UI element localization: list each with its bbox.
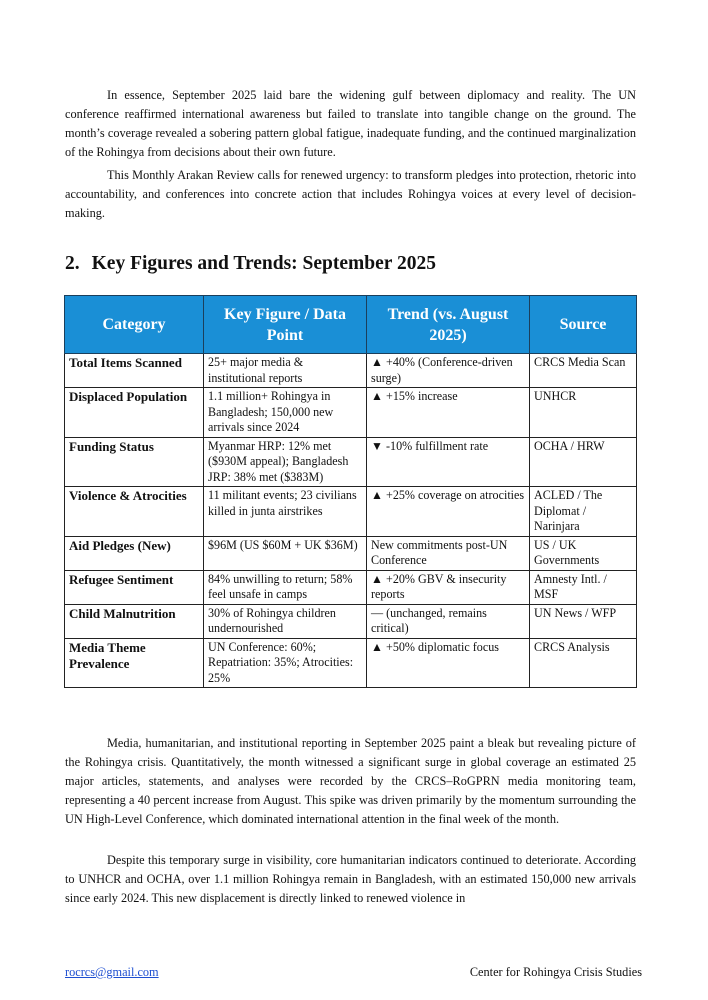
cell-figure: 30% of Rohingya children undernourished [204, 604, 367, 638]
table-row [65, 388, 637, 438]
cell-figure: $96M (US $60M + UK $36M) [204, 536, 367, 570]
footer-organization: Center for Rohingya Crisis Studies [469, 965, 642, 979]
cell-category: Child Malnutrition [65, 604, 204, 638]
body-paragraph-media-reporting: Media, humanitarian, and institutional reporting in September 2025 paint a bleak but revealing picture of the Rohingya crisis. Quantitatively, the month witnessed a significant surge in global coverage an estimated 25 major articles, statements, and analyses were recorded by the CRCS–RoGPRN media monitoring team, representing a 40 percent increase from August. This spike was driven primarily by the momentum surrounding the UN High-Level Conference, which dominated international attention in the final week of the month. [65, 736, 636, 826]
cell-category: Funding Status [65, 437, 204, 487]
header-trend: Trend (vs. August 2025) [367, 296, 530, 354]
cell-figure: 1.1 million+ Rohingya in Bangladesh; 150,000 new arrivals since 2024 [204, 388, 367, 438]
cell-figure: 11 militant events; 23 civilians killed in junta airstrikes [204, 487, 367, 537]
table-row [65, 638, 637, 688]
table-row [65, 536, 637, 570]
cell-figure: 84% unwilling to return; 58% feel unsafe in camps [204, 570, 367, 604]
cell-source: Amnesty Intl. / MSF [530, 570, 637, 604]
table-row [65, 570, 637, 604]
cell-source: ACLED / The Diplomat / Narinjara [530, 487, 637, 537]
cell-source: UN News / WFP [530, 604, 637, 638]
table-row [65, 354, 637, 388]
header-source: Source [530, 296, 637, 354]
footer-email-link[interactable]: rocrcs@gmail.com [65, 965, 159, 979]
cell-category: Violence & Atrocities [65, 487, 204, 537]
cell-source: OCHA / HRW [530, 437, 637, 487]
header-figure: Key Figure / Data Point [204, 296, 367, 354]
section-title: Key Figures and Trends: September 2025 [91, 253, 436, 274]
cell-trend: — (unchanged, remains critical) [367, 604, 530, 638]
cell-source: UNHCR [530, 388, 637, 438]
cell-figure: UN Conference: 60%; Repatriation: 35%; Atrocities: 25% [204, 638, 367, 688]
cell-trend: ▲ +20% GBV & insecurity reports [367, 570, 530, 604]
cell-category: Total Items Scanned [65, 354, 204, 388]
section-number: 2. [65, 253, 80, 274]
cell-category: Media Theme Prevalence [65, 638, 204, 688]
cell-category: Aid Pledges (New) [65, 536, 204, 570]
cell-figure: Myanmar HRP: 12% met ($930M appeal); Bangladesh JRP: 38% met ($383M) [204, 437, 367, 487]
header-category: Category [65, 296, 204, 354]
cell-figure: 25+ major media & institutional reports [204, 354, 367, 388]
cell-trend: ▲ +40% (Conference-driven surge) [367, 354, 530, 388]
table-row [65, 604, 637, 638]
table-row [65, 487, 637, 537]
cell-source: US / UK Governments [530, 536, 637, 570]
key-figures-table [64, 295, 637, 688]
cell-category: Refugee Sentiment [65, 570, 204, 604]
section-heading [65, 253, 436, 275]
body-paragraph-essence: In essence, September 2025 laid bare the widening gulf between diplomacy and reality. The UN conference reaffirmed international awareness but failed to translate into tangible change on the ground. The month’s coverage revealed a sobering pattern global fatigue, inadequate funding, and the continued marginalization of the Rohingya from decisions about their own future. [65, 88, 636, 159]
cell-trend: ▲ +50% diplomatic focus [367, 638, 530, 688]
cell-source: CRCS Analysis [530, 638, 637, 688]
body-paragraph-humanitarian-indicators: Despite this temporary surge in visibility, core humanitarian indicators continued to deteriorate. According to UNHCR and OCHA, over 1.1 million Rohingya remain in Bangladesh, with an estimated 150,000 new arrivals since early 2024. This new displacement is directly linked to renewed violence in [65, 853, 636, 905]
cell-source: CRCS Media Scan [530, 354, 637, 388]
cell-trend: New commitments post-UN Conference [367, 536, 530, 570]
table-header-row [65, 296, 637, 354]
cell-trend: ▲ +25% coverage on atrocities [367, 487, 530, 537]
cell-category: Displaced Population [65, 388, 204, 438]
cell-trend: ▼ -10% fulfillment rate [367, 437, 530, 487]
table-row [65, 437, 637, 487]
body-paragraph-call-to-action: This Monthly Arakan Review calls for renewed urgency: to transform pledges into protection, rhetoric into accountability, and conferences into concrete action that includes Rohingya voices at every level of decision- making. [65, 168, 636, 220]
cell-trend: ▲ +15% increase [367, 388, 530, 438]
